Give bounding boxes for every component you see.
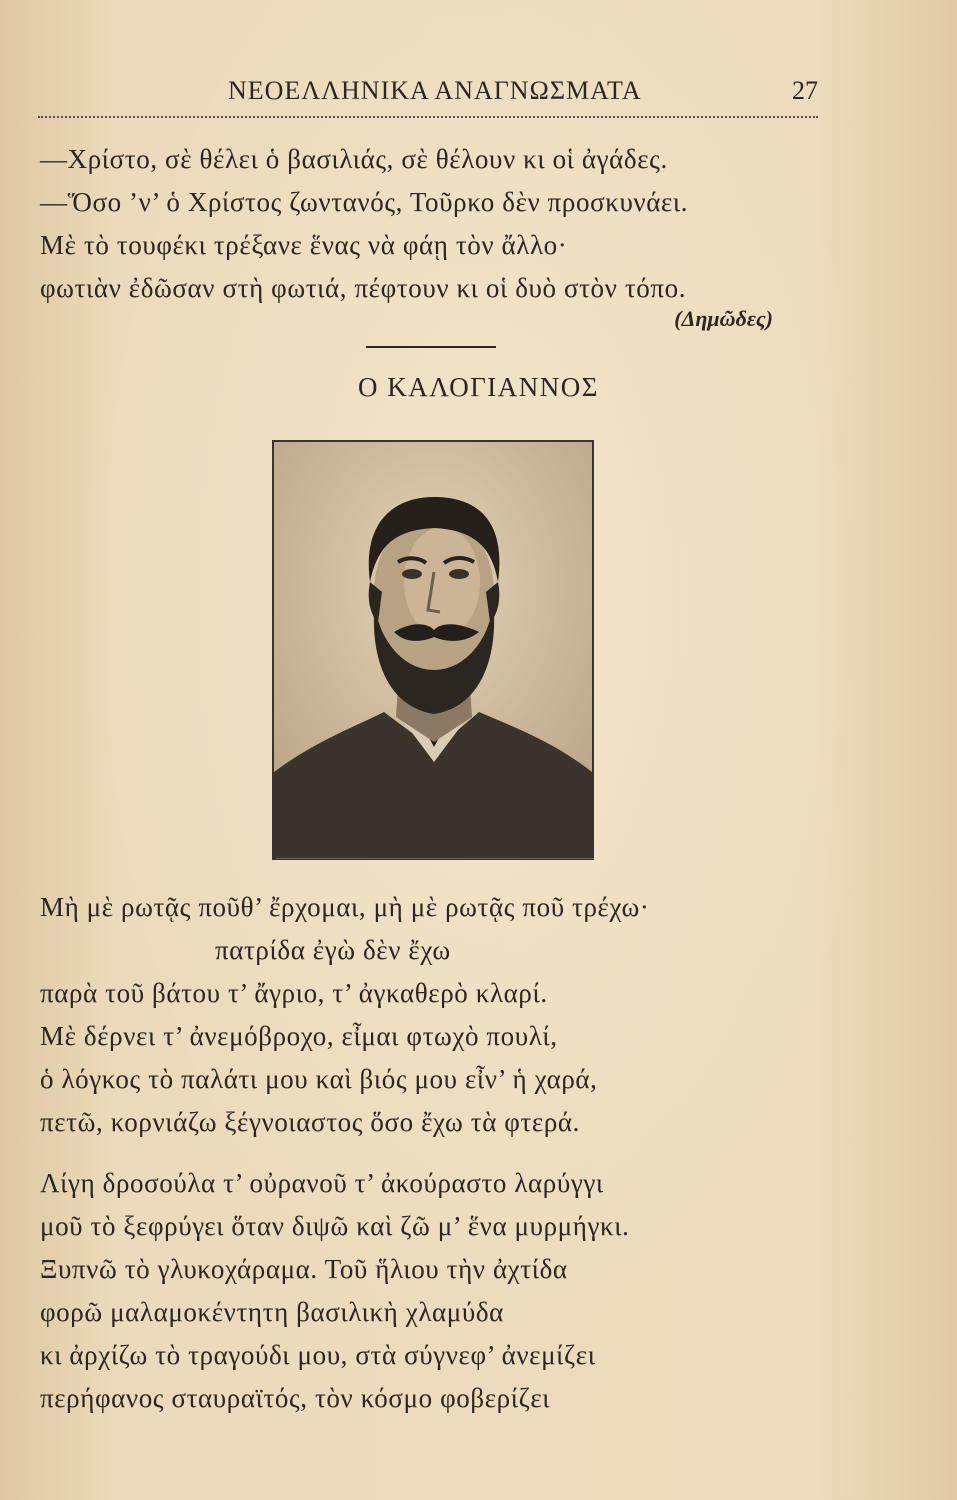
portrait-engraving-icon	[274, 442, 592, 858]
poem-line: —Χρίστο, σὲ θέλει ὁ βασιλιάς, σὲ θέλουν κι οἱ ἀγάδες.	[40, 144, 668, 174]
poem-main	[40, 886, 820, 1420]
poem-line: ὁ λόγκος τὸ παλάτι μου καὶ βιός μου εἶν’ ἡ χαρά,	[40, 1064, 598, 1094]
poem-line: περήφανος σταυραϊτός, τὸν κόσμο φοβερίζει	[40, 1383, 551, 1413]
poem-line: φορῶ μαλαμοκέντητη βασιλικὴ χλαμύδα	[40, 1297, 504, 1327]
poem-line: φωτιὰν ἐδῶσαν στὴ φωτιά, πέφτουν κι οἱ δυὸ στὸν τόπο.	[40, 273, 687, 303]
poem-source: (Δημῶδες)	[674, 306, 773, 331]
poem-line: Ξυπνῶ τὸ γλυκοχάραμα. Τοῦ ἥλιου τὴν ἀχτίδα	[40, 1254, 568, 1284]
header-dotted-rule	[38, 116, 818, 118]
frame-shadow	[276, 858, 594, 863]
poem-line: Μὴ μὲ ρωτᾷς ποῦθ’ ἔρχομαι, μὴ μὲ ρωτᾷς ποῦ τρέχω·	[40, 892, 650, 922]
poem-line: —Ὅσο ’ν’ ὁ Χρίστος ζωντανός, Τοῦρκο δὲν προσκυνάει.	[40, 187, 689, 217]
stanza-gap	[40, 1144, 820, 1162]
page-number: 27	[792, 76, 818, 105]
poem-line: κι ἀρχίζω τὸ τραγούδι μου, στὰ σύγνεφ’ ἀνεμίζει	[40, 1340, 596, 1370]
running-title: ΝΕΟΕΛΛΗΝΙΚΑ ΑΝΑΓΝΩΣΜΑΤΑ	[228, 76, 642, 105]
poem-line: Μὲ τὸ τουφέκι τρέξανε ἕνας νὰ φάῃ τὸν ἄλλο·	[40, 230, 568, 260]
section-title: Ο ΚΑΛΟΓΙΑΝΝΟΣ	[357, 372, 600, 402]
poem-line-indented: πατρίδα ἐγὼ δὲν ἔχω	[215, 935, 451, 965]
section-divider	[366, 346, 496, 348]
portrait-image	[272, 440, 594, 860]
poem-line: πετῶ, κορνιάζω ξέγνοιαστος ὅσο ἔχω τὰ φτερά.	[40, 1107, 581, 1137]
poem-line: Μὲ δέρνει τ’ ἀνεμόβροχο, εἶμαι φτωχὸ πουλί,	[40, 1021, 558, 1051]
poem-line: Λίγη δροσούλα τ’ οὐρανοῦ τ’ ἀκούραστο λαρύγγι	[40, 1168, 604, 1198]
page-header	[38, 76, 818, 112]
poem-line: μοῦ τὸ ξεφρύγει ὅταν διψῶ καὶ ζῶ μ’ ἕνα μυρμήγκι.	[40, 1211, 630, 1241]
poem-top	[40, 138, 820, 310]
poem-line: παρὰ τοῦ βάτου τ’ ἄγριο, τ’ ἀγκαθερὸ κλαρί.	[40, 978, 548, 1008]
